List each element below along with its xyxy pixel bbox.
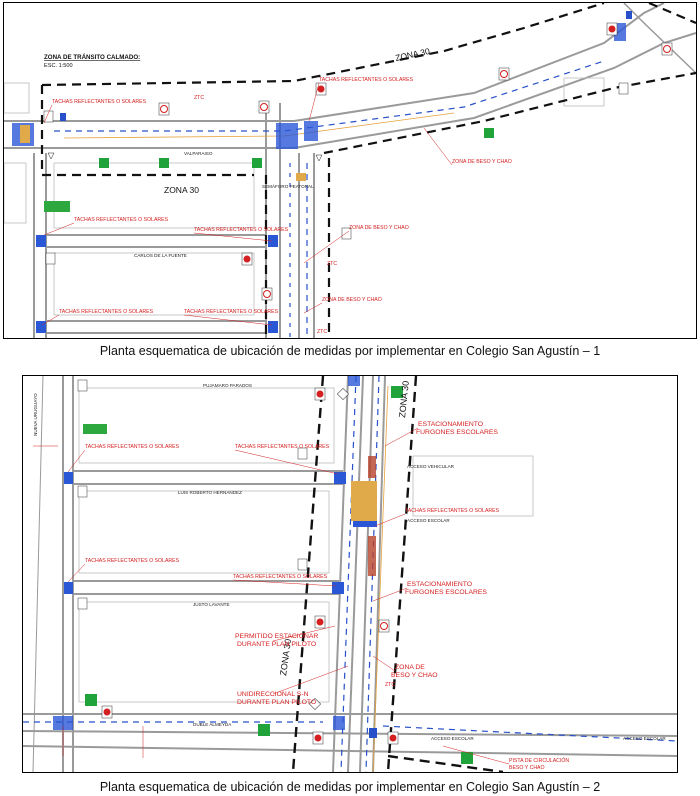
plan1-blocks [4, 78, 604, 315]
plan2-acceso-2: ACCESO ESCOLAR [407, 518, 450, 523]
plan-1-caption: Planta esquematica de ubicación de medidas por implementar en Colegio San Agustín – 1 [99, 344, 601, 358]
plan1-leaders [42, 83, 452, 325]
plan1-street-1: CARLOS DE LA FUENTE [134, 253, 187, 258]
plan1-label-ztc-3: ZTC [317, 329, 328, 335]
plan1-label-ztc-2: ZTC [327, 261, 338, 267]
plan1-label-tachas-3: TACHAS REFLECTANTES O SOLARES [74, 217, 169, 223]
plan1-title: ZONA DE TRÁNSITO CALMADO: [44, 54, 141, 61]
plan1-labels [44, 46, 512, 335]
plan2-unidir-b: DURANTE PLAN PILOTO [237, 699, 317, 706]
plan2-label-tachas-2: TACHAS REFLECTANTES O SOLARES [235, 444, 330, 450]
plan1-scale: ESC. 1:500 [44, 63, 73, 69]
plan1-label-beso-3: ZONA DE BESO Y CHAO [322, 297, 382, 303]
plan2-roads [23, 376, 677, 772]
plan2-permitido-b: DURANTE PLAN PILOTO [237, 641, 317, 648]
plan-2-caption: Planta esquematica de ubicación de medidas por implementar en Colegio San Agustín – 2 [99, 780, 601, 794]
plan2-street-1: PUJAMARO PARADOS [203, 383, 252, 388]
plan1-label-tachas-6: TACHAS REFLECTANTES O SOLARES [184, 309, 279, 315]
plan2-estac-1b: FURGONES ESCOLARES [416, 429, 498, 436]
plan2-acceso-3: ACCESO ESCOLAR [431, 736, 474, 741]
plan1-zona30-bottom: ZONA 30 [164, 185, 199, 195]
plan2-acceso-1: ACCESO VEHICULAR [407, 464, 454, 469]
plan2-zona30-bottom: ZONA 30 [278, 638, 294, 677]
plan2-label-tachas-5: TACHAS REFLECTANTES O SOLARES [233, 574, 328, 580]
plan-1-drawing [3, 2, 697, 339]
plan1-label-tachas-4: TACHAS REFLECTANTES O SOLARES [194, 227, 289, 233]
plan2-street-5: NUEVA URUGUAYO [33, 393, 38, 436]
plan2-unidir-a: UNIDIRECCIONAL S-N [237, 691, 309, 698]
plan2-street-4: DUBLE ALMEYDA [193, 722, 232, 727]
plan2-acceso-4: ACCESO ESCOLAR [623, 736, 666, 741]
plan1-orange-line [64, 113, 454, 138]
plan2-label-tachas-1: TACHAS REFLECTANTES O SOLARES [85, 444, 180, 450]
plan2-street-2: LUIS ROBERTO HERNANDEZ [178, 490, 242, 495]
plan2-estac-2a: ESTACIONAMIENTO [407, 581, 473, 588]
plan-2-drawing [22, 375, 678, 773]
plan2-pista-a: PISTA DE CIRCULACIÓN [509, 758, 570, 764]
plan2-permitido-a: PERMITIDO ESTACIONAR [235, 633, 319, 640]
plan2-estac-1a: ESTACIONAMIENTO [418, 421, 484, 428]
plan2-label-tachas-3: TACHAS REFLECTANTES O SOLARES [405, 508, 500, 514]
plan2-beso-b: BESO Y CHAO [391, 672, 438, 679]
plan1-label-beso-1: ZONA DE BESO Y CHAO [452, 159, 512, 165]
plan2-zona30-top: ZONA 30 [397, 380, 411, 419]
plan2-pista-b: BESO Y CHAO [509, 765, 545, 771]
plan2-beso-a: ZONA DE [395, 664, 425, 671]
plan-2-svg [23, 376, 677, 772]
plan2-street-3: JUSTO LAVANTE [193, 602, 230, 607]
plan2-label-tachas-4: TACHAS REFLECTANTES O SOLARES [85, 558, 180, 564]
plan1-label-semaforo: SEMÁFORO PEATONAL [262, 184, 314, 189]
plan1-label-tachas-1: TACHAS REFLECTANTES O SOLARES [52, 99, 147, 105]
plan2-ztc: ZTC [385, 682, 396, 688]
plan2-signs [78, 380, 473, 764]
plan1-label-tachas-2: TACHAS REFLECTANTES O SOLARES [319, 77, 414, 83]
plan1-zona30-top: ZONA 30 [394, 45, 431, 63]
plan1-label-ztc-1: ZTC [194, 95, 205, 101]
plan1-label-tachas-5: TACHAS REFLECTANTES O SOLARES [59, 309, 154, 315]
plan-1-svg [4, 3, 696, 338]
plan2-estac-2b: FURGONES ESCOLARES [405, 589, 487, 596]
plan1-street-2: VALPARAISO [184, 151, 213, 156]
plan1-label-beso-2: ZONA DE BESO Y CHAO [349, 225, 409, 231]
